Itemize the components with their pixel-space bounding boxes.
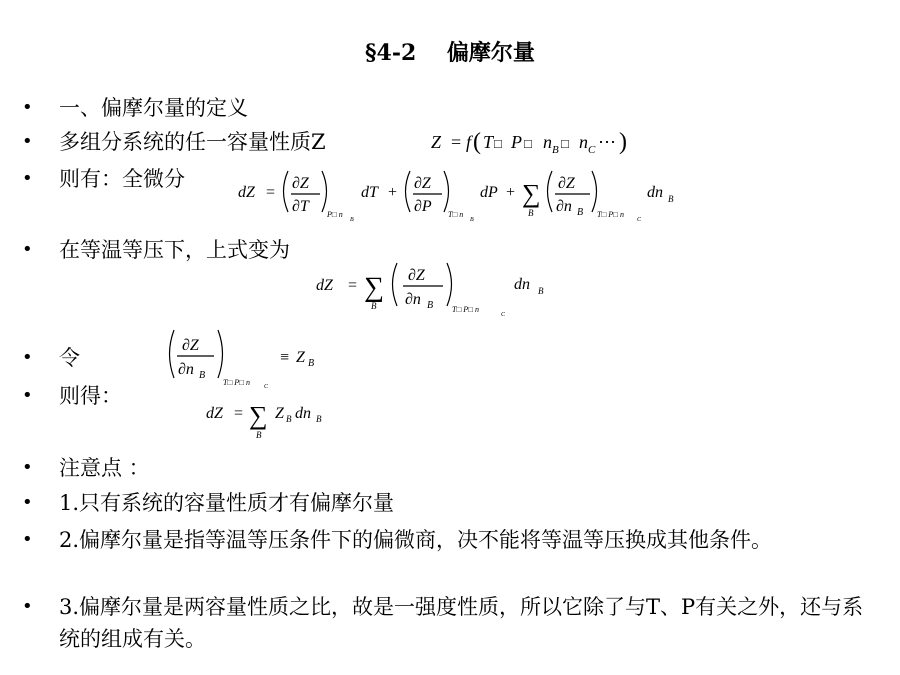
eq4-sub: T□ P□ n	[223, 378, 250, 387]
eq1-T: T	[483, 132, 494, 152]
eq2-dn: dn	[647, 184, 663, 201]
eq4-equiv: ≡	[280, 349, 290, 366]
eq4-Z-B: B	[308, 358, 315, 369]
eq2-paren-right-1	[322, 171, 327, 212]
eq1-lhs: Z	[431, 132, 442, 152]
bullet-text: 一、偏摩尔量的定义	[59, 96, 248, 120]
eq2-dT: dT	[361, 184, 378, 201]
eq1-dots: ⋯	[598, 132, 616, 152]
eq1-P: P	[511, 132, 522, 152]
bullet-text: 多组分系统的任一容量性质Z	[59, 130, 326, 154]
eq5-Z: Z	[275, 405, 284, 422]
bullet-text: 则得：	[59, 384, 122, 408]
eq1-lparen: (	[473, 129, 481, 155]
eq1-nC: n	[579, 132, 588, 152]
bullet-dot: •	[22, 457, 33, 478]
bullet-dot: •	[22, 492, 33, 513]
eq2-num2: ∂Z	[414, 175, 431, 192]
eq2-den3-B: B	[577, 207, 584, 218]
eq1-sep3: □	[561, 136, 569, 151]
bullet-text: 2.偏摩尔量是指等温等压条件下的偏微商，决不能将等温等压换成其他条件。	[59, 528, 773, 552]
eq2-plus2: +	[506, 184, 516, 201]
bullet-text: 注意点 ：	[59, 456, 150, 480]
eq3-sub-C: C	[501, 312, 506, 318]
eq2-den2: ∂P	[414, 198, 432, 215]
eq2-sum-B: B	[528, 208, 534, 218]
bullet-dot: •	[22, 347, 33, 368]
eq2-den3: ∂n	[556, 198, 572, 215]
eq3-dn: dn	[514, 276, 530, 293]
eq2-sub1: P□ n	[327, 210, 343, 219]
eq1-f: f	[466, 132, 472, 152]
bullet-dot: •	[22, 385, 33, 406]
eq1-nB-sub: B	[552, 144, 559, 156]
equation-result	[202, 392, 342, 444]
equation-isothermal-isobaric	[312, 256, 572, 322]
eq3-paren-left	[393, 263, 398, 306]
bullet-dot: •	[22, 596, 33, 617]
bullet-dot: •	[22, 97, 33, 118]
eq2-num1: ∂Z	[292, 175, 309, 192]
eq2-sub2-B: B	[470, 217, 474, 223]
bullet-dot: •	[22, 168, 33, 189]
eq3-sub: T□ P□ n	[452, 305, 479, 314]
bullet-text: 1.只有系统的容量性质才有偏摩尔量	[59, 491, 395, 515]
eq4-den: ∂n	[178, 361, 194, 378]
eq2-sub3-C: C	[637, 217, 642, 223]
eq5-Z-B: B	[286, 414, 292, 424]
eq2-sub1-B: B	[350, 217, 354, 223]
eq1-nC-sub: C	[588, 144, 596, 156]
bullet-dot: •	[22, 131, 33, 152]
eq1-sep2: □	[524, 136, 532, 151]
bullet-text: 在等温等压下，上式变为	[59, 238, 290, 262]
eq2-sub3: T□ P□ n	[597, 210, 624, 219]
bullet-dot: •	[22, 529, 33, 550]
eq1-equals: =	[451, 132, 462, 152]
eq4-sub-C: C	[264, 384, 269, 390]
eq3-sum-B: B	[371, 301, 377, 311]
bullet-dot: •	[22, 239, 33, 260]
eq4-paren-right	[218, 330, 223, 378]
eq2-sum: ∑	[522, 179, 541, 208]
bullet-text: 令	[59, 346, 80, 370]
slide-title: §4-2 偏摩尔量	[365, 40, 535, 66]
eq2-eq: =	[266, 184, 276, 201]
eq1-sep1: □	[494, 136, 502, 151]
eq2-den1: ∂T	[292, 198, 309, 215]
eq2-sub2: T□ n	[448, 210, 464, 219]
eq4-den-B: B	[199, 370, 206, 381]
eq1-rparen: )	[619, 129, 627, 155]
eq5-dn: dn	[295, 405, 311, 422]
eq3-sum: ∑	[364, 272, 384, 303]
eq3-den-B: B	[427, 300, 434, 311]
eq2-dn-B: B	[668, 194, 674, 204]
eq2-num3: ∂Z	[558, 175, 575, 192]
eq2-dZ: dZ	[238, 184, 255, 201]
eq4-Z: Z	[296, 349, 305, 366]
eq3-num: ∂Z	[408, 267, 425, 284]
eq3-eq: =	[348, 277, 358, 294]
eq5-sum: ∑	[249, 401, 268, 430]
eq2-dP: dP	[480, 184, 498, 201]
eq2-paren-left-2	[406, 171, 411, 212]
eq5-sum-B: B	[256, 430, 262, 440]
eq4-paren-left	[170, 330, 175, 378]
eq5-dZ: dZ	[206, 405, 223, 422]
eq3-paren-right	[447, 263, 452, 306]
eq3-dZ: dZ	[316, 277, 333, 294]
eq5-eq: =	[234, 405, 244, 422]
eq2-paren-right-3	[592, 171, 597, 212]
bullet-text: 3.偏摩尔量是两容量性质之比，故是一强度性质，所以它除了与T、P有关之外，还与系统的组成有关。	[59, 595, 864, 651]
eq2-paren-left-3	[548, 171, 553, 212]
eq1-nB: n	[543, 132, 552, 152]
eq2-paren-left-1	[284, 171, 289, 212]
eq5-dn-B: B	[316, 414, 322, 424]
bullet-text: 则有：全微分	[59, 167, 185, 191]
equation-partial-molar-definition	[160, 324, 340, 392]
eq4-num: ∂Z	[182, 337, 199, 354]
eq2-paren-right-2	[444, 171, 449, 212]
eq3-dn-B: B	[538, 286, 544, 296]
eq2-plus1: +	[388, 184, 398, 201]
equation-state-function	[425, 124, 645, 160]
eq3-den: ∂n	[405, 291, 421, 308]
equation-total-differential	[234, 166, 684, 230]
